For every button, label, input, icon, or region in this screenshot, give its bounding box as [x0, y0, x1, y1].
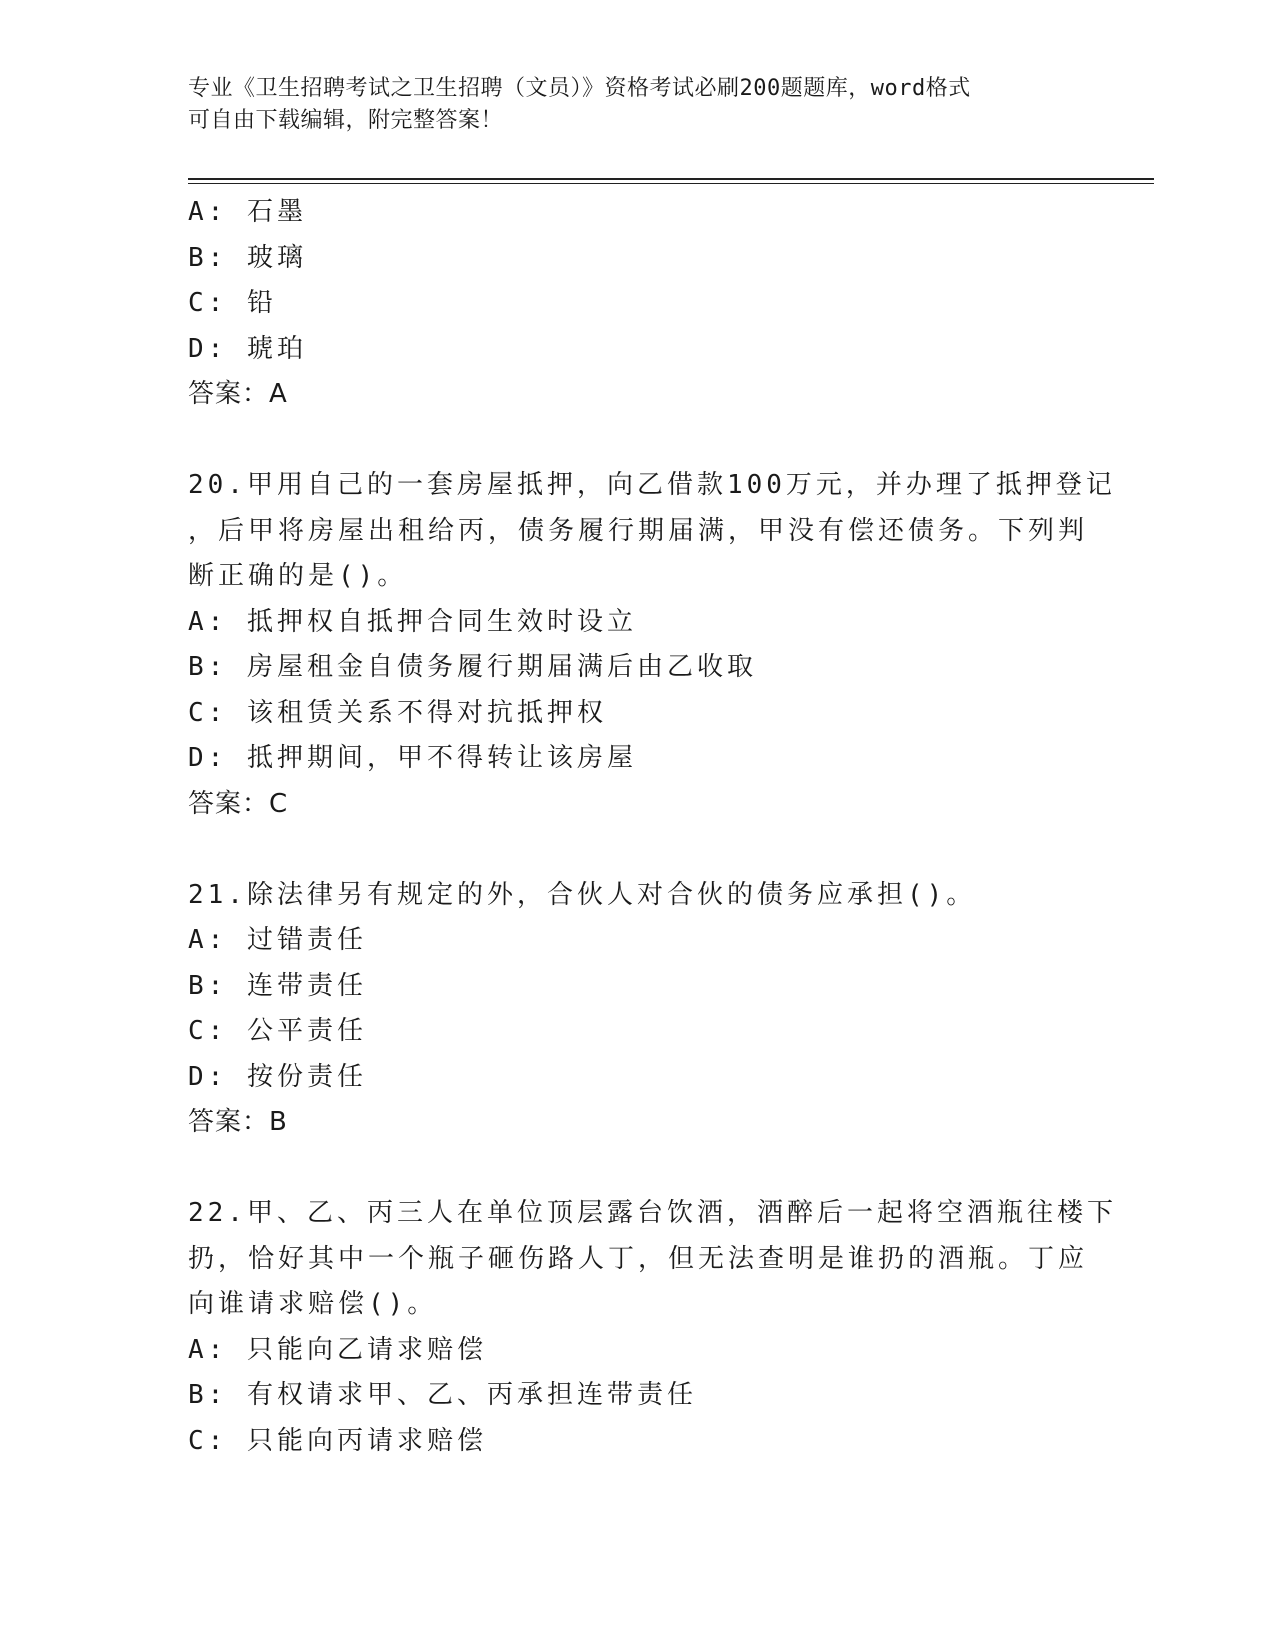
- option-d: D: 按份责任: [188, 1061, 367, 1092]
- question-text-line: 20.甲用自己的一套房屋抵押，向乙借款100万元，并办理了抵押登记: [188, 470, 1116, 500]
- question-text-line: 扔，恰好其中一个瓶子砸伤路人丁，但无法查明是谁扔的酒瓶。丁应: [188, 1243, 1089, 1274]
- spacer: [188, 1146, 1088, 1192]
- option-c: C: 铅: [188, 288, 277, 318]
- spacer: [188, 418, 1088, 464]
- answer-line: 答案：A: [188, 379, 288, 409]
- option-a: A: 只能向乙请求赔偿: [188, 1334, 487, 1365]
- question-text-line: 22.甲、乙、丙三人在单位顶层露台饮酒，酒醉后一起将空酒瓶往楼下: [188, 1198, 1117, 1228]
- question-text-line: ，后甲将房屋出租给丙，债务履行期届满，甲没有偿还债务。下列判: [188, 515, 1089, 546]
- answer-line: 答案：C: [188, 788, 289, 819]
- option-a: A: 过错责任: [188, 925, 367, 955]
- option-c: C: 公平责任: [188, 1016, 367, 1046]
- question-22: [188, 1191, 1117, 1464]
- question-text-line: 断正确的是()。: [188, 561, 408, 591]
- option-c: C: 该租赁关系不得对抗抵押权: [188, 697, 607, 728]
- header-divider-thin: [188, 183, 1154, 184]
- option-d: D: 抵押期间，甲不得转让该房屋: [188, 743, 637, 773]
- question-19: [188, 190, 1088, 418]
- header-divider-thick: [188, 178, 1154, 180]
- option-b: B: 有权请求甲、乙、丙承担连带责任: [188, 1380, 697, 1410]
- option-b: B: 连带责任: [188, 970, 367, 1001]
- option-d: D: 琥珀: [188, 333, 307, 364]
- question-text-line: 21.除法律另有规定的外，合伙人对合伙的债务应承担()。: [188, 879, 977, 910]
- answer-line: 答案：B: [188, 1107, 288, 1137]
- question-list: [188, 190, 1117, 1464]
- option-a: A: 石墨: [188, 197, 307, 227]
- question-21: [188, 873, 1088, 1146]
- spacer: [188, 827, 1088, 873]
- question-text-line: 向谁请求赔偿()。: [188, 1289, 438, 1319]
- header-line-2: 可自由下载编辑，附完整答案！: [188, 108, 504, 133]
- document-header: [188, 73, 1088, 137]
- question-20: [188, 463, 1116, 827]
- option-b: B: 玻璃: [188, 242, 307, 273]
- option-a: A: 抵押权自抵押合同生效时设立: [188, 606, 637, 637]
- header-line-1: 专业《卫生招聘考试之卫生招聘（文员）》资格考试必刷200题题库，word格式: [188, 76, 971, 101]
- option-b: B: 房屋租金自债务履行期届满后由乙收取: [188, 652, 757, 682]
- option-c: C: 只能向丙请求赔偿: [188, 1425, 487, 1456]
